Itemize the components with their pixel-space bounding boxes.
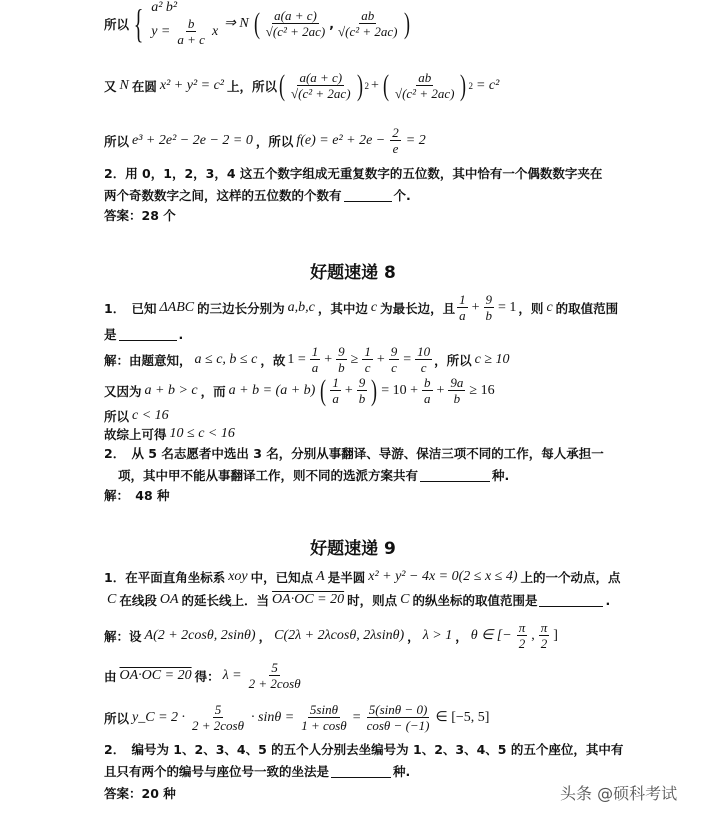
- fraction: [175, 16, 207, 47]
- numerator: 9: [338, 344, 345, 359]
- denominator: 2: [540, 636, 548, 651]
- fraction: [289, 70, 353, 101]
- math: · sinθ =: [251, 709, 295, 725]
- numerator: 5(sinθ − 0): [368, 702, 428, 717]
- text: ，故: [260, 352, 286, 368]
- text: 上，所以: [227, 78, 278, 94]
- math: ≥: [350, 351, 359, 367]
- text: ，: [258, 628, 272, 644]
- fraction: [390, 125, 401, 156]
- text: 故综上可得: [104, 427, 167, 442]
- math: +: [344, 382, 353, 398]
- math: c < 16: [132, 408, 169, 423]
- paren: ): [403, 6, 410, 40]
- denominator: √(c² + 2ac): [394, 86, 455, 101]
- math: ⇒ N: [224, 16, 249, 31]
- math: +: [471, 299, 480, 315]
- text: 由: [104, 668, 117, 684]
- math: a + b > c: [144, 382, 198, 398]
- fraction: [448, 375, 465, 406]
- text: 为最长边，且: [380, 300, 456, 316]
- math: C: [400, 592, 410, 607]
- fraction: [415, 344, 432, 375]
- fraction: [365, 702, 432, 733]
- numerator: a(a + c): [299, 70, 343, 85]
- circle-line: [104, 70, 502, 101]
- math: +: [436, 382, 445, 398]
- paren: ): [356, 68, 363, 102]
- question-text: [104, 186, 411, 204]
- numerator: 9a: [450, 375, 464, 390]
- numerator: 9: [390, 344, 398, 359]
- math: C(2λ + 2λcosθ, 2λsinθ): [274, 627, 405, 643]
- math: a² b²: [151, 0, 178, 15]
- question-text: [104, 591, 610, 609]
- answer-text: 答案：28 个: [104, 208, 176, 223]
- math: c: [370, 299, 378, 315]
- numerator: 1: [332, 375, 339, 390]
- text: 两个奇数数字之间，这样的五位数的个数有: [104, 188, 342, 203]
- math: ≥ 16: [469, 382, 495, 398]
- equation-system: [148, 0, 221, 47]
- denominator: cosθ − (−1): [366, 718, 430, 733]
- denominator: a + c: [177, 32, 205, 47]
- math: = 10 +: [381, 382, 419, 398]
- numerator: 1: [311, 344, 319, 359]
- math: A(2 + 2cosθ, 2sinθ): [144, 627, 256, 643]
- math: A: [316, 569, 325, 584]
- numerator: ab: [418, 70, 432, 85]
- denominator: √(c² + 2ac): [291, 86, 351, 101]
- math: C: [107, 592, 117, 607]
- text: 的取值范围: [555, 300, 619, 316]
- text: 1． 已知: [104, 300, 157, 316]
- numerator: π: [540, 620, 548, 635]
- text: 所以: [104, 133, 130, 149]
- text: 在线段: [119, 593, 157, 608]
- section-title: 好题速递 9: [310, 539, 396, 559]
- math: N: [119, 77, 129, 93]
- math: y_C = 2 ·: [132, 709, 186, 725]
- fraction: [389, 344, 400, 375]
- text: 的纵坐标的取值范围是: [412, 593, 538, 608]
- math: y =: [151, 23, 171, 39]
- text: 解：设: [104, 628, 142, 644]
- fraction: [336, 344, 347, 375]
- exponent: 2: [364, 80, 370, 91]
- fraction: [247, 660, 303, 691]
- text: 1．在平面直角坐标系: [104, 570, 226, 585]
- numerator: 9: [485, 292, 493, 307]
- answer-blank: [331, 765, 391, 778]
- paren: ): [371, 373, 378, 407]
- text: 项，其中甲不能从事翻译工作，则不同的选派方案共有: [118, 468, 419, 483]
- math: θ ∈ [−: [470, 628, 512, 643]
- math: +: [371, 77, 379, 93]
- math: x² + y² − 4x = 0(2 ≤ x ≤ 4): [368, 569, 518, 584]
- denominator: a: [311, 360, 319, 375]
- text: 在圆: [131, 78, 157, 94]
- math: x: [211, 23, 219, 39]
- fraction: [264, 8, 328, 39]
- text: ，: [407, 628, 420, 644]
- math: c: [546, 299, 553, 315]
- math: λ =: [222, 667, 242, 683]
- denominator: 2 + 2cosθ: [248, 676, 301, 691]
- solution-line: [104, 620, 560, 651]
- denominator: b: [358, 391, 366, 406]
- denominator: b: [338, 360, 345, 375]
- question-text: [104, 292, 618, 323]
- text: ，所以: [434, 352, 472, 368]
- equation-row: [148, 16, 221, 47]
- answer-text: 答案：20 种: [104, 786, 176, 801]
- denominator: c: [391, 360, 397, 375]
- fraction: [457, 292, 468, 323]
- numerator: ab: [361, 8, 375, 23]
- numerator: 1: [459, 292, 466, 307]
- fraction: [484, 292, 495, 323]
- paren: (: [253, 6, 260, 40]
- denominator: b: [485, 308, 493, 323]
- text: ，而: [200, 383, 226, 399]
- math: ∈ [−5, 5]: [435, 710, 490, 725]
- math: a,b,c: [287, 299, 315, 315]
- math: OA: [159, 592, 179, 607]
- paren: (: [320, 373, 327, 407]
- question-text: [104, 568, 621, 586]
- math: +: [376, 351, 385, 367]
- fraction: [517, 620, 528, 651]
- denominator: c: [420, 360, 427, 375]
- numerator: 5: [214, 702, 222, 717]
- watermark: 头条 @硕科考试: [560, 784, 678, 803]
- numerator: π: [518, 620, 526, 635]
- solution-line: [104, 375, 497, 406]
- solution-line: [104, 425, 238, 443]
- text: ，其中边: [317, 300, 368, 316]
- math: OA·OC = 20: [119, 667, 192, 683]
- numerator: 10: [417, 344, 431, 359]
- system-line: 所以 { a² b² y = $\frac{b}{a + c}$ x ⇒ N ( $\frac{a(a + c)}{\text{√(c² + 2ac)}}$ , $\frac{ab}{\text{√(c² + 2ac)}}$ ): [104, 0, 410, 47]
- solution-line: [104, 702, 491, 733]
- question-text: 2． 从 5 名志愿者中选出 3 名，分别从事翻译、导游、保洁三项不同的工作，每人承担一: [104, 446, 604, 461]
- paren: (: [279, 68, 286, 102]
- fraction: [299, 702, 349, 733]
- section-title: 好题速递 8: [310, 263, 396, 283]
- math: x² + y² = c²: [159, 77, 225, 93]
- answer-blank: [344, 189, 392, 202]
- denominator: e: [392, 141, 399, 156]
- exponent: 2: [468, 80, 473, 91]
- math: ,: [531, 627, 535, 643]
- denominator: 2 + 2cosθ: [192, 718, 245, 733]
- math: ]: [553, 627, 558, 643]
- numerator: 1: [364, 344, 371, 359]
- denominator: √(c² + 2ac): [338, 24, 398, 39]
- numerator: b: [424, 375, 431, 390]
- text: 中，已知点: [250, 570, 314, 585]
- text: 且只有两个的编号与座位号一致的坐法是: [104, 764, 330, 779]
- paren: (: [382, 68, 389, 102]
- text: 是: [104, 327, 117, 342]
- text: 又: [104, 78, 117, 94]
- text: ，则: [518, 300, 544, 316]
- denominator: √(c² + 2ac): [265, 24, 326, 39]
- question-text: [104, 325, 183, 343]
- text: 种.: [492, 468, 510, 483]
- text: 所以: [104, 16, 130, 32]
- e-equation-line: [104, 125, 429, 156]
- answer-text: 解： 48 种: [104, 488, 170, 503]
- fraction: [393, 70, 457, 101]
- math: ΔABC: [159, 299, 195, 315]
- math: = c²: [475, 77, 500, 93]
- text: 种.: [393, 764, 411, 779]
- paren: ): [460, 68, 467, 102]
- fraction: [422, 375, 433, 406]
- text: 所以: [104, 710, 130, 726]
- text: 的三边长分别为: [197, 300, 285, 316]
- question-text: 2． 编号为 1、2、3、4、5 的五个人分别去坐编号为 1、2、3、4、5 的五个座位，其中有: [104, 742, 624, 757]
- numerator: 2: [392, 125, 399, 140]
- math: +: [324, 351, 333, 367]
- fraction: [539, 620, 550, 651]
- math: 10 ≤ c < 16: [169, 426, 235, 441]
- text: ，所以: [255, 133, 294, 149]
- denominator: c: [364, 360, 371, 375]
- text: .: [605, 592, 611, 608]
- fraction: [190, 702, 246, 733]
- math: = 2: [405, 132, 426, 148]
- text: 时，则点: [347, 593, 398, 608]
- math: a ≤ c, b ≤ c: [194, 351, 258, 367]
- math: a + b = (a + b): [228, 382, 316, 398]
- text: 的延长线上．当: [181, 593, 270, 608]
- text: .: [178, 326, 184, 342]
- text: 个.: [393, 188, 411, 203]
- math: f(e) = e² + 2e −: [296, 132, 386, 148]
- fraction: [330, 375, 341, 406]
- denominator: 2: [518, 636, 526, 651]
- math: e³ + 2e² − 2e − 2 = 0: [132, 132, 253, 148]
- question-text: [118, 466, 509, 484]
- math: = 1: [498, 299, 517, 315]
- denominator: b: [453, 391, 461, 406]
- brace: {: [133, 0, 144, 46]
- fraction: [362, 344, 373, 375]
- numerator: b: [187, 16, 195, 31]
- numerator: 5: [271, 660, 278, 675]
- solution-line: [104, 407, 172, 425]
- text: 上的一个动点，点: [520, 570, 621, 585]
- text: 是半圆: [327, 570, 366, 585]
- fraction: [336, 8, 400, 39]
- question-text: [104, 762, 410, 780]
- text: ，: [455, 628, 468, 644]
- denominator: a: [424, 391, 431, 406]
- math: 1 =: [287, 351, 306, 367]
- math: λ > 1: [422, 627, 453, 643]
- math: xoy: [228, 569, 248, 584]
- math: =: [403, 351, 412, 367]
- denominator: 1 + cosθ: [301, 718, 347, 733]
- answer-blank: [119, 328, 177, 341]
- fraction: [357, 375, 368, 406]
- numerator: 5sinθ: [309, 702, 338, 717]
- question-text: 2．用 0，1，2，3，4 这五个数字组成无重复数字的五位数，其中恰有一个偶数数字夹在: [104, 166, 603, 181]
- denominator: a: [459, 308, 466, 323]
- solution-line: [104, 344, 513, 375]
- numerator: 9: [358, 375, 366, 390]
- answer-blank: [420, 469, 490, 482]
- text: 得：: [194, 668, 220, 684]
- fraction: [310, 344, 321, 375]
- text: 又因为: [104, 383, 142, 399]
- text: 解：由题意知，: [104, 352, 192, 368]
- text: 所以: [104, 409, 130, 424]
- math: =: [352, 709, 361, 725]
- answer-blank: [539, 594, 603, 607]
- solution-line: [104, 660, 305, 691]
- numerator: a(a + c): [274, 8, 317, 23]
- math: c ≥ 10: [474, 351, 510, 367]
- math: OA·OC = 20: [272, 592, 345, 607]
- denominator: a: [332, 391, 339, 406]
